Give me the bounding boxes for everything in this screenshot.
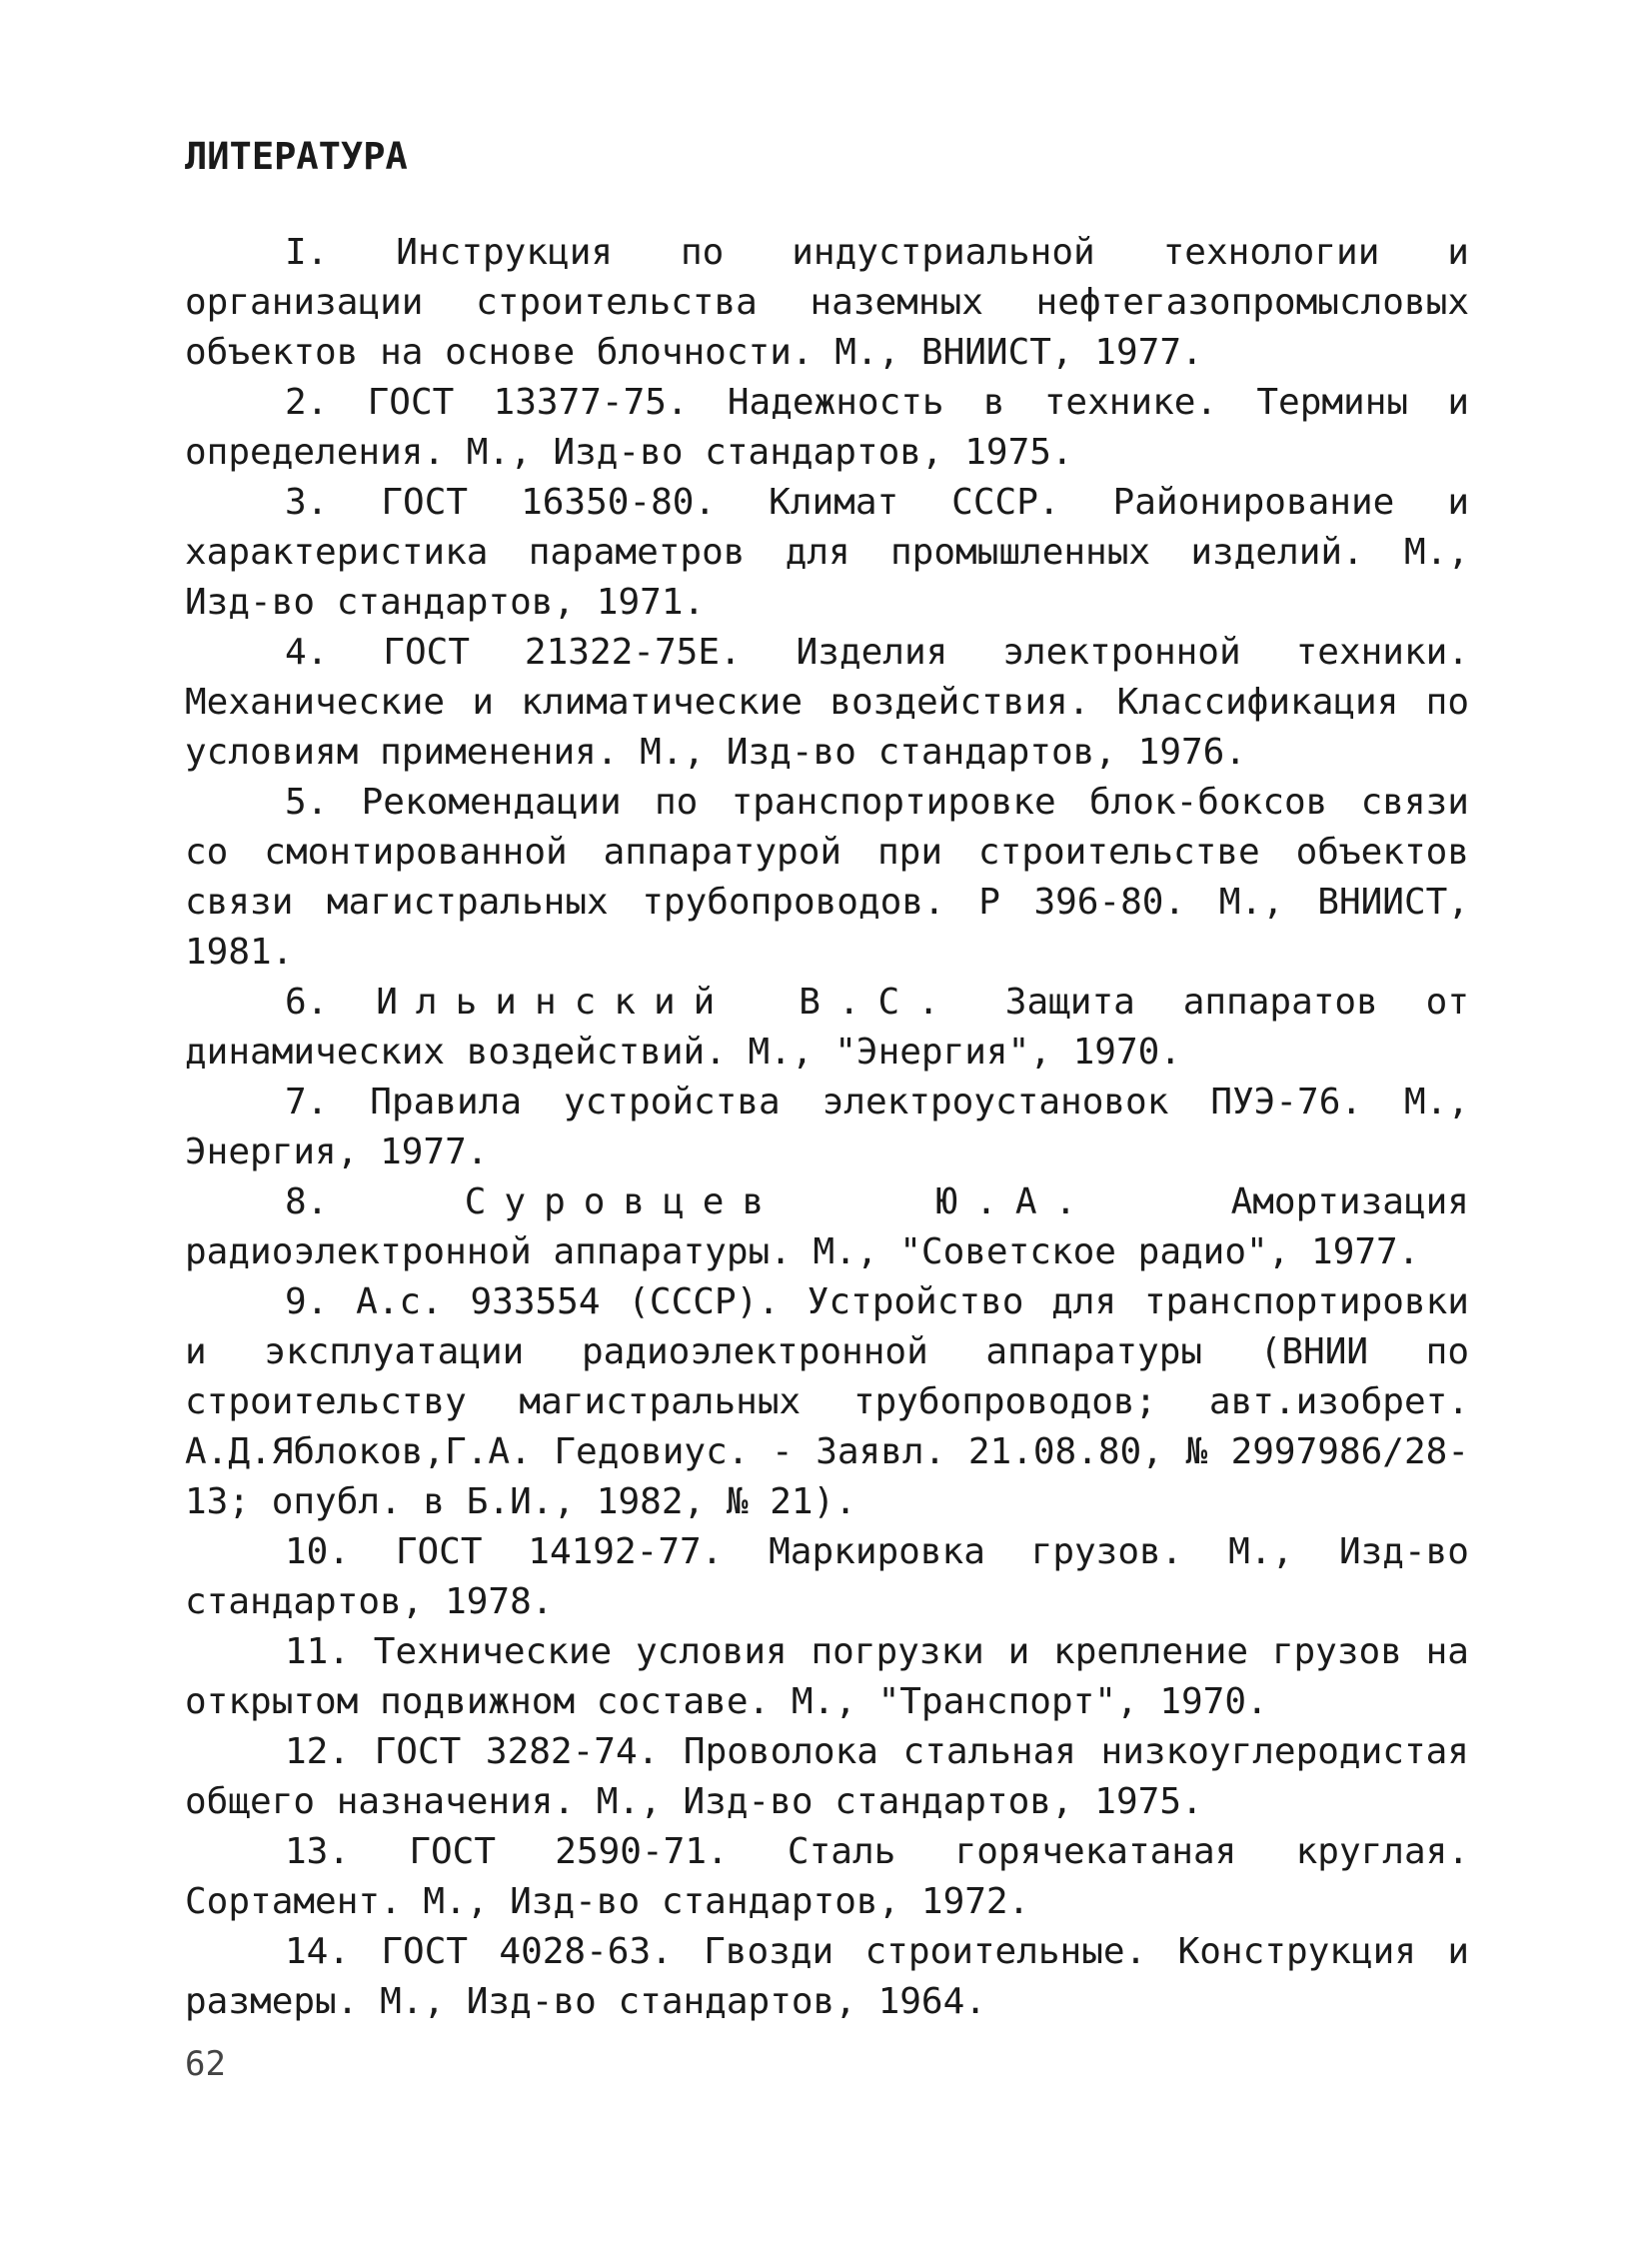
reference-item	[185, 628, 1469, 778]
reference-item	[185, 1627, 1469, 1727]
reference-text: ГОСТ 13377-75. Надежность в технике. Термины и определения. М., Изд-во стандартов, 1975.	[185, 382, 1469, 473]
reference-number: 14.	[285, 1931, 351, 1972]
reference-text: Технические условия погрузки и крепление грузов на открытом подвижном составе. М., "Транспорт", 1970.	[185, 1631, 1469, 1722]
reference-text: Правила устройства электроустановок ПУЭ-76. М., Энергия, 1977.	[185, 1082, 1469, 1172]
reference-text: ГОСТ 14192-77. Маркировка грузов. М., Изд-во стандартов, 1978.	[185, 1531, 1469, 1622]
reference-author: Суровцев Ю.А.	[464, 1181, 1095, 1222]
reference-number: 12.	[285, 1731, 351, 1772]
reference-text: ГОСТ 3282-74. Проволока стальная низкоуглеродистая общего назначения. М., Изд-во стандартов, 1975.	[185, 1731, 1469, 1822]
reference-text: А.с. 933554 (СССР). Устройство для транспортировки и эксплуатации радиоэлектронной аппаратуры (ВНИИ по строительству магистральных трубопроводов; авт.изобрет. А.Д.Яблоков,Г.А. Гедовиус. - Заявл. 21.08.80, № 2997986/28-13; опубл. в Б.И., 1982, № 21).	[185, 1281, 1469, 1522]
reference-number: I.	[285, 232, 329, 273]
reference-number: 5.	[285, 782, 329, 823]
reference-text: Инструкция по индустриальной технологии и организации строительства наземных нефтегазопромысловых объектов на основе блочности. М., ВНИИСТ, 1977.	[185, 232, 1469, 373]
reference-item	[185, 1078, 1469, 1177]
reference-item	[185, 1527, 1469, 1627]
reference-number: 11.	[285, 1631, 351, 1672]
reference-list	[185, 228, 1469, 2027]
reference-item	[185, 1827, 1469, 1927]
reference-item	[185, 228, 1469, 378]
reference-text: ГОСТ 21322-75Е. Изделия электронной техники. Механические и климатические воздействия. Классификация по условиям применения. М., Изд-во стандартов, 1976.	[185, 632, 1469, 773]
reference-item	[185, 378, 1469, 478]
reference-item	[185, 978, 1469, 1078]
reference-item	[185, 478, 1469, 628]
reference-number: 8.	[285, 1181, 329, 1222]
reference-text: ГОСТ 2590-71. Сталь горячекатаная круглая. Сортамент. М., Изд-во стандартов, 1972.	[185, 1831, 1469, 1922]
reference-item	[185, 1727, 1469, 1827]
reference-number: 7.	[285, 1082, 329, 1122]
reference-text: ГОСТ 4028-63. Гвозди строительные. Конструкция и размеры. М., Изд-во стандартов, 1964.	[185, 1931, 1469, 2022]
reference-item	[185, 1927, 1469, 2027]
page-title: ЛИТЕРАТУРА	[185, 135, 408, 178]
reference-text: Амортизация радиоэлектронной аппаратуры. М., "Советское радио", 1977.	[185, 1181, 1469, 1272]
reference-number: 3.	[285, 482, 329, 523]
reference-number: 13.	[285, 1831, 351, 1872]
reference-text: Защита аппаратов от динамических воздействий. М., "Энергия", 1970.	[185, 982, 1469, 1073]
reference-text: Рекомендации по транспортировке блок-боксов связи со смонтированной аппаратурой при строительстве объектов связи магистральных трубопроводов. Р 396-80. М., ВНИИСТ, 1981.	[185, 782, 1469, 973]
reference-item	[185, 1177, 1469, 1277]
reference-item	[185, 1277, 1469, 1527]
page-number: 62	[185, 2044, 226, 2084]
reference-number: 4.	[285, 632, 329, 673]
reference-number: 9.	[285, 1281, 329, 1322]
reference-text: ГОСТ 16350-80. Климат СССР. Районирование и характеристика параметров для промышленных изделий. М., Изд-во стандартов, 1971.	[185, 482, 1469, 623]
reference-number: 10.	[285, 1531, 351, 1572]
reference-author: Ильинский В.С.	[376, 982, 957, 1023]
reference-number: 6.	[285, 982, 329, 1023]
reference-item	[185, 778, 1469, 978]
reference-number: 2.	[285, 382, 329, 423]
